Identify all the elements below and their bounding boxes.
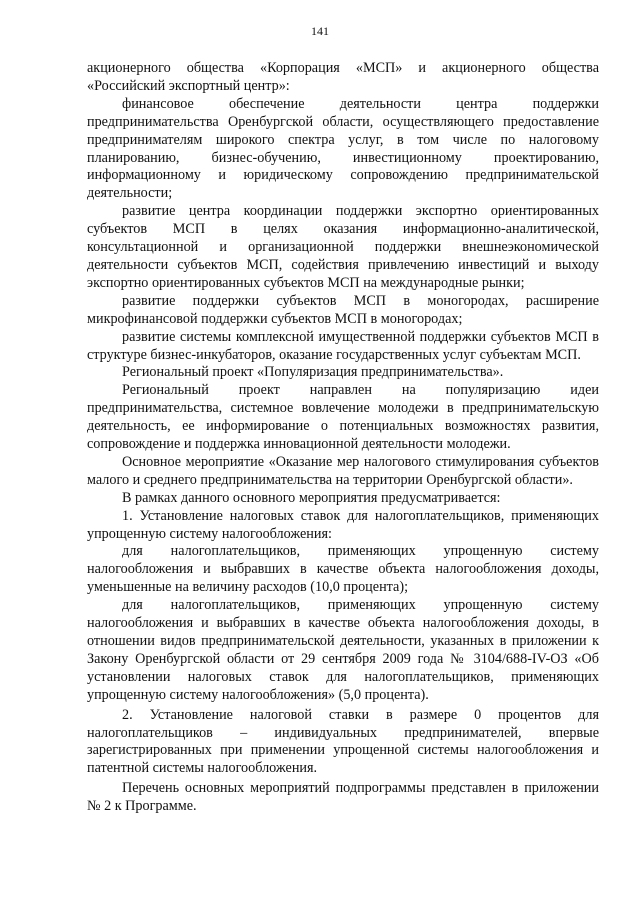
paragraph-export-center: развитие центра координации поддержки экспортно ориентированных субъектов МСП в целях оказания информационно-аналитической, консультационной и организационной поддержки внешнеэкономической деятельности субъектов МСП, содействия привлечению инвестиций и выходу экспортно ориентированных субъектов МСП на международные рынки;	[87, 203, 599, 291]
paragraph-tax-item-2: 2. Установление налоговой ставки в размере 0 процентов для налогоплательщиков – индивидуальных предпринимателей, впервые зарегистрированных при применении упрощенной системы налогообложения и патентной системы налогообложения.	[87, 706, 599, 777]
paragraph-property-support: развитие системы комплексной имущественной поддержки субъектов МСП в структуре бизнес-инкубаторов, оказание государственных услуг субъектам МСП.	[87, 328, 599, 363]
paragraph-continuation: акционерного общества «Корпорация «МСП» и акционерного общества «Российский экспортный центр»:	[87, 60, 599, 94]
paragraph-project-description: Региональный проект направлен на популяризацию идеи предпринимательства, системное вовлечение молодежи в предпринимательскую деятельность, ее информирование о потенциальных возможностях развития, сопровождение и поддержка инновационной деятельности молодежи.	[87, 382, 599, 453]
document-body	[87, 60, 599, 816]
paragraph-monotowns: развитие поддержки субъектов МСП в моногородах, расширение микрофинансовой поддержки субъектов МСП в моногородах;	[87, 292, 599, 327]
paragraph-tax-intro: В рамках данного основного мероприятия предусматривается:	[122, 489, 501, 506]
paragraph-financial-support: финансовое обеспечение деятельности центра поддержки предпринимательства Оренбургской области, осуществляющего предоставление предпринимателям широкого спектра услуг, в том числе по налоговому планированию, бизнес-обучению, инвестиционному проектированию, информационному и юридическому сопровождению предпринимательской деятельности;	[87, 95, 599, 202]
paragraph-appendix-reference: Перечень основных мероприятий подпрограммы представлен в приложении № 2 к Программе.	[87, 780, 599, 815]
paragraph-tax-rate-10: для налогоплательщиков, применяющих упрощенную систему налогообложения и выбравших в качестве объекта налогообложения доходы, уменьшенные на величину расходов (10,0 процента);	[87, 543, 599, 596]
paragraph-tax-measure: Основное мероприятие «Оказание мер налогового стимулирования субъектов малого и среднего предпринимательства на территории Оренбургской области».	[87, 453, 599, 488]
paragraph-project-title: Региональный проект «Популяризация предпринимательства».	[122, 364, 504, 381]
page-number: 141	[311, 24, 329, 38]
paragraph-tax-rate-5: для налогоплательщиков, применяющих упрощенную систему налогообложения и выбравших в качестве объекта налогообложения доходы, в отношении видов предпринимательской деятельности, указанных в приложении к Закону Оренбургской области от 29 сентября 2009 года № 3104/688-IV-ОЗ «Об установлении налоговых ставок для налогоплательщиков, применяющих упрощенную систему налогообложения» (5,0 процента).	[87, 597, 599, 703]
paragraph-tax-item-1: 1. Установление налоговых ставок для налогоплательщиков, применяющих упрощенную систему налогообложения:	[87, 507, 599, 542]
